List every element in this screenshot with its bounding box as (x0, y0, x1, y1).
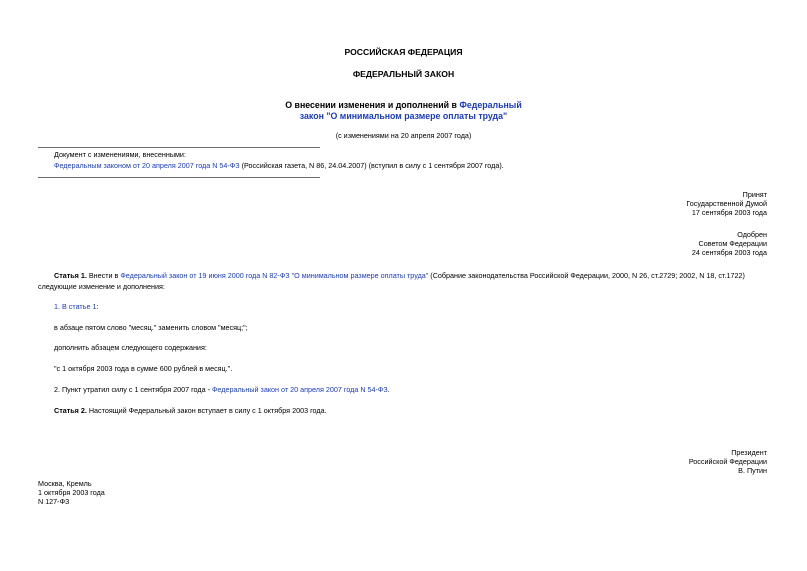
law-type-heading: ФЕДЕРАЛЬНЫЙ ЗАКОН (352, 69, 455, 79)
changes-law-link[interactable]: Федеральным законом от 20 апреля 2007 года N 54-ФЗ (54, 161, 240, 170)
article1-text-before: Внести в (86, 271, 121, 280)
approved-by: Советом Федерации (698, 239, 767, 248)
article1-item2 (54, 385, 390, 394)
changes-intro: Документ с изменениями, внесенными: (54, 150, 186, 159)
law-title-line1 (0, 100, 807, 111)
adopted-date: 17 сентября 2003 года (691, 208, 767, 217)
item1-colon: : (96, 302, 99, 311)
signature-block (689, 448, 767, 475)
sign-date: 1 октября 2003 года (38, 488, 105, 497)
article1-para2: дополнить абзацем следующего содержания: (54, 343, 207, 352)
approved-label: Одобрен (737, 230, 767, 239)
law-number: N 127-ФЗ (38, 497, 70, 506)
signature-country: Российской Федерации (688, 457, 767, 466)
article1-line1 (54, 271, 745, 280)
place-date-block (38, 479, 105, 506)
signature-name: В. Путин (738, 466, 767, 475)
signature-title: Президент (731, 448, 767, 457)
article1-law-link[interactable]: Федеральный закон от 19 июня 2000 года N 82-ФЗ "О минимальном размере оплаты труда" (120, 271, 429, 280)
item2-law-link[interactable]: Федеральный закон от 20 апреля 2007 года N 54-ФЗ (211, 385, 388, 394)
article1-text-after: (Собрание законодательства Российской Федерации, 2000, N 26, ст.2729; 2002, N 18, ст.1722) (428, 271, 745, 280)
changes-line (54, 161, 504, 170)
article1-line2: следующие изменение и дополнения: (38, 282, 165, 291)
article1-label: Статья 1. (54, 271, 87, 280)
adopted-block (686, 190, 767, 217)
adopted-label: Принят (742, 190, 767, 199)
amendment-note: (с изменениями на 20 апреля 2007 года) (335, 131, 472, 140)
article2-line (54, 406, 327, 415)
law-title-prefix: О внесении изменения и дополнений в (285, 100, 460, 110)
country-heading: РОССИЙСКАЯ ФЕДЕРАЦИЯ (344, 47, 463, 57)
place: Москва, Кремль (38, 479, 92, 488)
item2-text: 2. Пункт утратил силу с 1 сентября 2007 года - (54, 385, 212, 394)
item2-end: . (387, 385, 390, 394)
approved-date: 24 сентября 2003 года (691, 248, 767, 257)
article1-para3: "с 1 октября 2003 года в сумме 600 рублей в месяц.". (54, 364, 233, 373)
article1-para1: в абзаце пятом слово "месяц." заменить словом "месяц;"; (54, 323, 248, 332)
law-title-link-part1[interactable]: Федеральный (459, 100, 522, 110)
approved-block (692, 230, 767, 257)
changes-bottom-rule (38, 177, 320, 178)
article2-label: Статья 2. (54, 406, 87, 415)
law-title-link-part2[interactable]: закон "О минимальном размере оплаты труда" (299, 111, 508, 121)
item1-article-link[interactable]: В статье 1 (62, 302, 97, 311)
changes-rest: (Российская газета, N 86, 24.04.2007) (вступил в силу с 1 сентября 2007 года). (239, 161, 504, 170)
article2-text: Настоящий Федеральный закон вступает в силу с 1 октября 2003 года. (86, 406, 327, 415)
adopted-by: Государственной Думой (686, 199, 767, 208)
item1-number: 1. (54, 302, 62, 311)
article1-item1 (54, 302, 98, 311)
changes-top-rule (38, 147, 320, 148)
